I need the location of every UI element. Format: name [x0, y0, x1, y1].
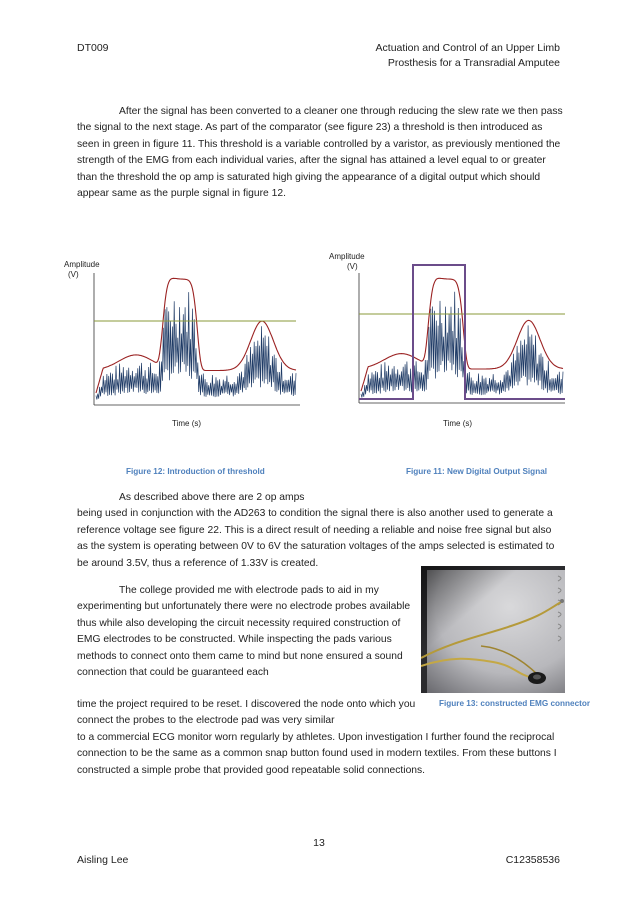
paragraph-2: [77, 490, 563, 572]
emg-connector-photo: [421, 566, 565, 693]
left-signal: [96, 292, 296, 399]
paragraph-1-text: After the signal has been converted to a cleaner one through reducing the slew rate we then pass the signal to the next stage. As part of the comparator (see figure 23) a threshold is then introduced as seen in green in figure 11. This threshold is a variable controlled by a varistor, as previously mentioned the strength of the EMG from each individual varies, after the signal has attained a level equal to or greater than the threshold the op amp is saturated high giving the appearance of a digital output which should appear same as the purple signal in figure 12.: [77, 106, 563, 200]
paragraph-2-rest: being used in conjunction with the AD263 to condition the signal there is also another used to generate a reference voltage see figure 22. This is a direct result of needing a reliable and noise free signal but also as the system is operating between 0V to 6V the saturation voltages of the amps selected is estimated to be around 3.5V, thus a reference of 1.33V is created.: [77, 508, 555, 569]
left-xlabel: Time (s): [172, 419, 202, 428]
right-signal: [361, 292, 563, 398]
figure-threshold-chart: [60, 245, 315, 435]
photo-wire-tip: [560, 599, 564, 603]
header-title: [376, 41, 560, 71]
left-ylabel-line2: (V): [68, 270, 79, 279]
header-title-line1: Actuation and Control of an Upper Limb: [375, 42, 560, 54]
paragraph-2-line1: As described above there are 2 op amps: [119, 492, 305, 503]
page-number: 13: [313, 837, 325, 849]
header-code: DT009: [77, 42, 109, 54]
left-ylabel-line1: Amplitude: [64, 260, 100, 269]
paragraph-3-time: time the project required to be reset. I discovered the node onto which you connect the probes to the electrode pad was very similar: [77, 699, 416, 727]
header-title-line2: Prosthesis for a Transradial Amputee: [387, 57, 560, 69]
photo-snap-highlight: [533, 675, 541, 680]
footer-student-id: C12358536: [505, 854, 560, 866]
caption-figure-11: Figure 11: New Digital Output Signal: [406, 467, 548, 476]
footer-author: Aisling Lee: [77, 854, 129, 866]
caption-figure-13: Figure 13: constructed EMG connector: [439, 699, 591, 708]
paragraph-3-rest: to a commercial ECG monitor worn regularly by athletes. Upon investigation I further found the reciprocal connection to be the same as a common snap button found used in modern textiles. From these buttons I constructed a simple probe that provided good repeatable solid connections.: [77, 732, 557, 776]
paragraph-3-wrapped: [77, 583, 412, 681]
right-xlabel: Time (s): [443, 419, 473, 428]
paragraph-3-wrapped-text: The college provided me with electrode pads to aid in my experimenting but unfortunately there were no electrode probes available thus while also developing the circuit necessity required construction of EMG electrodes to be constructed. While inspecting the pads various methods to connect onto them came to mind but none ensured a sound connection that could be guaranteed each: [77, 585, 411, 679]
paragraph-1: [77, 104, 563, 202]
right-ylabel-line2: (V): [347, 262, 358, 271]
figure-digital-output-chart: [323, 245, 578, 435]
right-ylabel-line1: Amplitude: [329, 252, 365, 261]
caption-figure-12: Figure 12: Introduction of threshold: [126, 467, 265, 476]
